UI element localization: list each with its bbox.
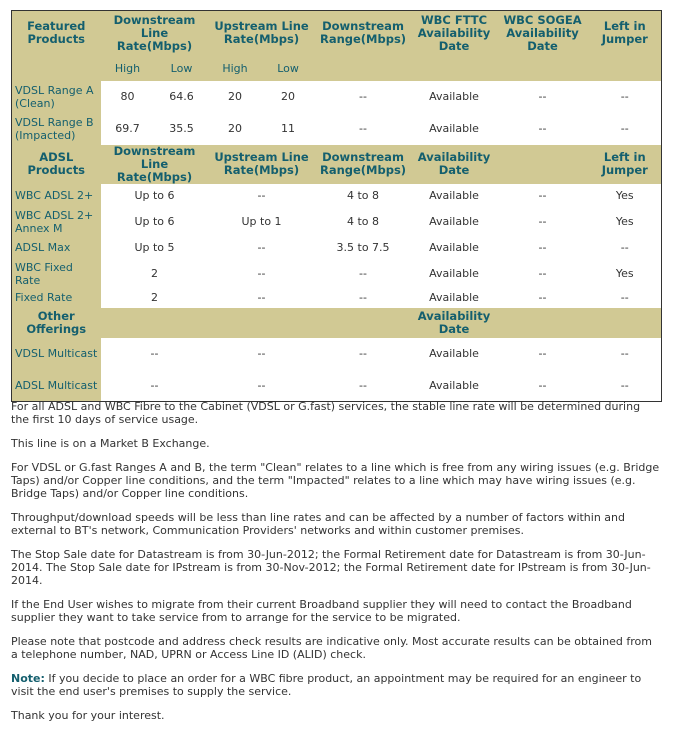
table-cell: -- [589, 81, 662, 113]
note-paragraph: For VDSL or G.fast Ranges A and B, the term "Clean" relates to a line which is free from any wiring issues (e.g. Bridge Taps) and/or Copper line conditions, and the term "Impacted" relates to a line which may have wiring issues (e.g. Bridge Taps) and/or Copper line conditions. [11, 461, 660, 500]
table-cell: Available [412, 236, 497, 260]
adsl-header-row [12, 145, 662, 184]
table-cell: -- [209, 288, 315, 308]
other-header-row [12, 308, 662, 338]
table-cell: Yes [589, 260, 662, 288]
table-cell: 64.6 [155, 81, 209, 113]
note-paragraph: Throughput/download speeds will be less than line rates and can be affected by a number of factors within and external to BT's network, Communication Providers' networks and within customer premises. [11, 511, 626, 537]
table-cell: Available [412, 260, 497, 288]
table-cell: Available [412, 184, 497, 208]
table-row [12, 184, 662, 208]
featured-header-row [12, 11, 662, 56]
availability-table [11, 10, 662, 402]
table-cell: 4 to 8 [315, 184, 412, 208]
table-cell: 20 [262, 81, 315, 113]
col-header-downstream-rate: Downstream Line Rate(Mbps) [101, 11, 209, 56]
table-cell: 4 to 8 [315, 208, 412, 236]
col-header-availability-date: Availability Date [412, 308, 497, 338]
table-cell: -- [209, 370, 315, 402]
table-cell: -- [497, 260, 589, 288]
table-cell: Available [412, 338, 497, 370]
col-header-downstream-rate: Downstream Line Rate(Mbps) [101, 145, 209, 184]
table-cell: -- [589, 338, 662, 370]
col-header-product: Other Offerings [12, 308, 101, 338]
table-cell: 69.7 [101, 113, 155, 145]
featured-subheader-row [12, 56, 662, 81]
table-cell: -- [315, 260, 412, 288]
col-header-left-in-jumper: Left in Jumper [589, 11, 662, 56]
col-header-empty [497, 308, 589, 338]
notes-section [11, 400, 661, 722]
col-header-empty [101, 308, 209, 338]
table-cell: -- [209, 260, 315, 288]
row-label: ADSL Multicast [12, 370, 101, 402]
table-cell: -- [497, 370, 589, 402]
note-paragraph: Thank you for your interest. [11, 709, 165, 722]
col-header-empty [497, 145, 589, 184]
table-row [12, 370, 662, 402]
note-paragraph: This line is on a Market B Exchange. [11, 437, 210, 450]
table-cell: 20 [209, 113, 262, 145]
table-cell: Available [412, 81, 497, 113]
table-row [12, 236, 662, 260]
note-paragraph [11, 672, 661, 698]
subheader-high: High [101, 56, 155, 81]
table-cell: Up to 1 [209, 208, 315, 236]
row-label: WBC ADSL 2+ Annex M [12, 208, 101, 236]
table-cell: 11 [262, 113, 315, 145]
table-cell: 2 [101, 288, 209, 308]
row-label: VDSL Range A (Clean) [12, 81, 101, 113]
table-cell: Up to 6 [101, 208, 209, 236]
note-paragraph: Please note that postcode and address check results are indicative only. Most accurate results can be obtained from a telephone number, NAD, UPRN or Access Line ID (ALID) check. [11, 635, 652, 661]
note-text: If you decide to place an order for a WBC fibre product, an appointment may be required for an engineer to visit the end user's premises to supply the service. [11, 672, 642, 698]
note-paragraph: The Stop Sale date for Datastream is from 30-Jun-2012; the Formal Retirement date for Datastream is from 30-Jun-2014. The Stop Sale date for IPstream is from 30-Nov-2012; the Formal Retirement date for IPstream is from 30-Jun-2014. [11, 548, 651, 587]
table-cell: -- [209, 184, 315, 208]
table-cell: Available [412, 113, 497, 145]
table-cell: 80 [101, 81, 155, 113]
table-cell: -- [209, 236, 315, 260]
note-paragraph: For all ADSL and WBC Fibre to the Cabinet (VDSL or G.fast) services, the stable line rate will be determined during the first 10 days of service usage. [11, 400, 641, 426]
table-cell: Available [412, 370, 497, 402]
table-row [12, 338, 662, 370]
table-cell: -- [497, 184, 589, 208]
table-row [12, 260, 662, 288]
subheader-low: Low [262, 56, 315, 81]
col-header-left-in-jumper: Left in Jumper [589, 145, 662, 184]
table-cell: -- [101, 370, 209, 402]
col-header-downstream-range: Downstream Range(Mbps) [315, 145, 412, 184]
col-header-empty [209, 308, 315, 338]
table-cell: Up to 6 [101, 184, 209, 208]
note-label: Note: [11, 672, 45, 685]
table-row [12, 208, 662, 236]
table-cell: -- [315, 338, 412, 370]
table-cell: -- [101, 338, 209, 370]
col-header-availability-date: Availability Date [412, 145, 497, 184]
table-cell: 3.5 to 7.5 [315, 236, 412, 260]
row-label: Fixed Rate [12, 288, 101, 308]
table-cell: -- [209, 338, 315, 370]
row-label: VDSL Range B (Impacted) [12, 113, 101, 145]
table-row [12, 113, 662, 145]
row-label: WBC ADSL 2+ [12, 184, 101, 208]
col-header-product: ADSL Products [12, 145, 101, 184]
col-header-empty [589, 308, 662, 338]
table-cell: -- [497, 288, 589, 308]
table-cell: -- [589, 113, 662, 145]
col-header-upstream-rate: Upstream Line Rate(Mbps) [209, 11, 315, 56]
col-header-upstream-rate: Upstream Line Rate(Mbps) [209, 145, 315, 184]
subheader-low: Low [155, 56, 209, 81]
row-label: VDSL Multicast [12, 338, 101, 370]
table-cell: -- [315, 370, 412, 402]
table-cell: -- [497, 208, 589, 236]
row-label: ADSL Max [12, 236, 101, 260]
table-cell: -- [589, 236, 662, 260]
table-cell: -- [497, 81, 589, 113]
table-cell: -- [589, 288, 662, 308]
table-row [12, 288, 662, 308]
col-header-product: Featured Products [12, 11, 101, 56]
row-label: WBC Fixed Rate [12, 260, 101, 288]
col-header-empty [315, 308, 412, 338]
table-row [12, 81, 662, 113]
table-cell: Yes [589, 184, 662, 208]
table-cell: Up to 5 [101, 236, 209, 260]
col-header-fttc-date: WBC FTTC Availability Date [412, 11, 497, 56]
table-cell: Yes [589, 208, 662, 236]
table-cell: 20 [209, 81, 262, 113]
table-cell: -- [315, 113, 412, 145]
table-cell: -- [497, 236, 589, 260]
table-cell: Available [412, 288, 497, 308]
table-cell: Available [412, 208, 497, 236]
table-cell: -- [497, 113, 589, 145]
table-cell: 2 [101, 260, 209, 288]
table-cell: -- [589, 370, 662, 402]
col-header-downstream-range: Downstream Range(Mbps) [315, 11, 412, 56]
table-cell: 35.5 [155, 113, 209, 145]
table-cell: -- [315, 288, 412, 308]
table-cell: -- [315, 81, 412, 113]
col-header-sogea-date: WBC SOGEA Availability Date [497, 11, 589, 56]
table-cell: -- [497, 338, 589, 370]
note-paragraph: If the End User wishes to migrate from their current Broadband supplier they will need to contact the Broadband supplier they want to take service from to arrange for the service to be migrated. [11, 598, 632, 624]
subheader-high: High [209, 56, 262, 81]
